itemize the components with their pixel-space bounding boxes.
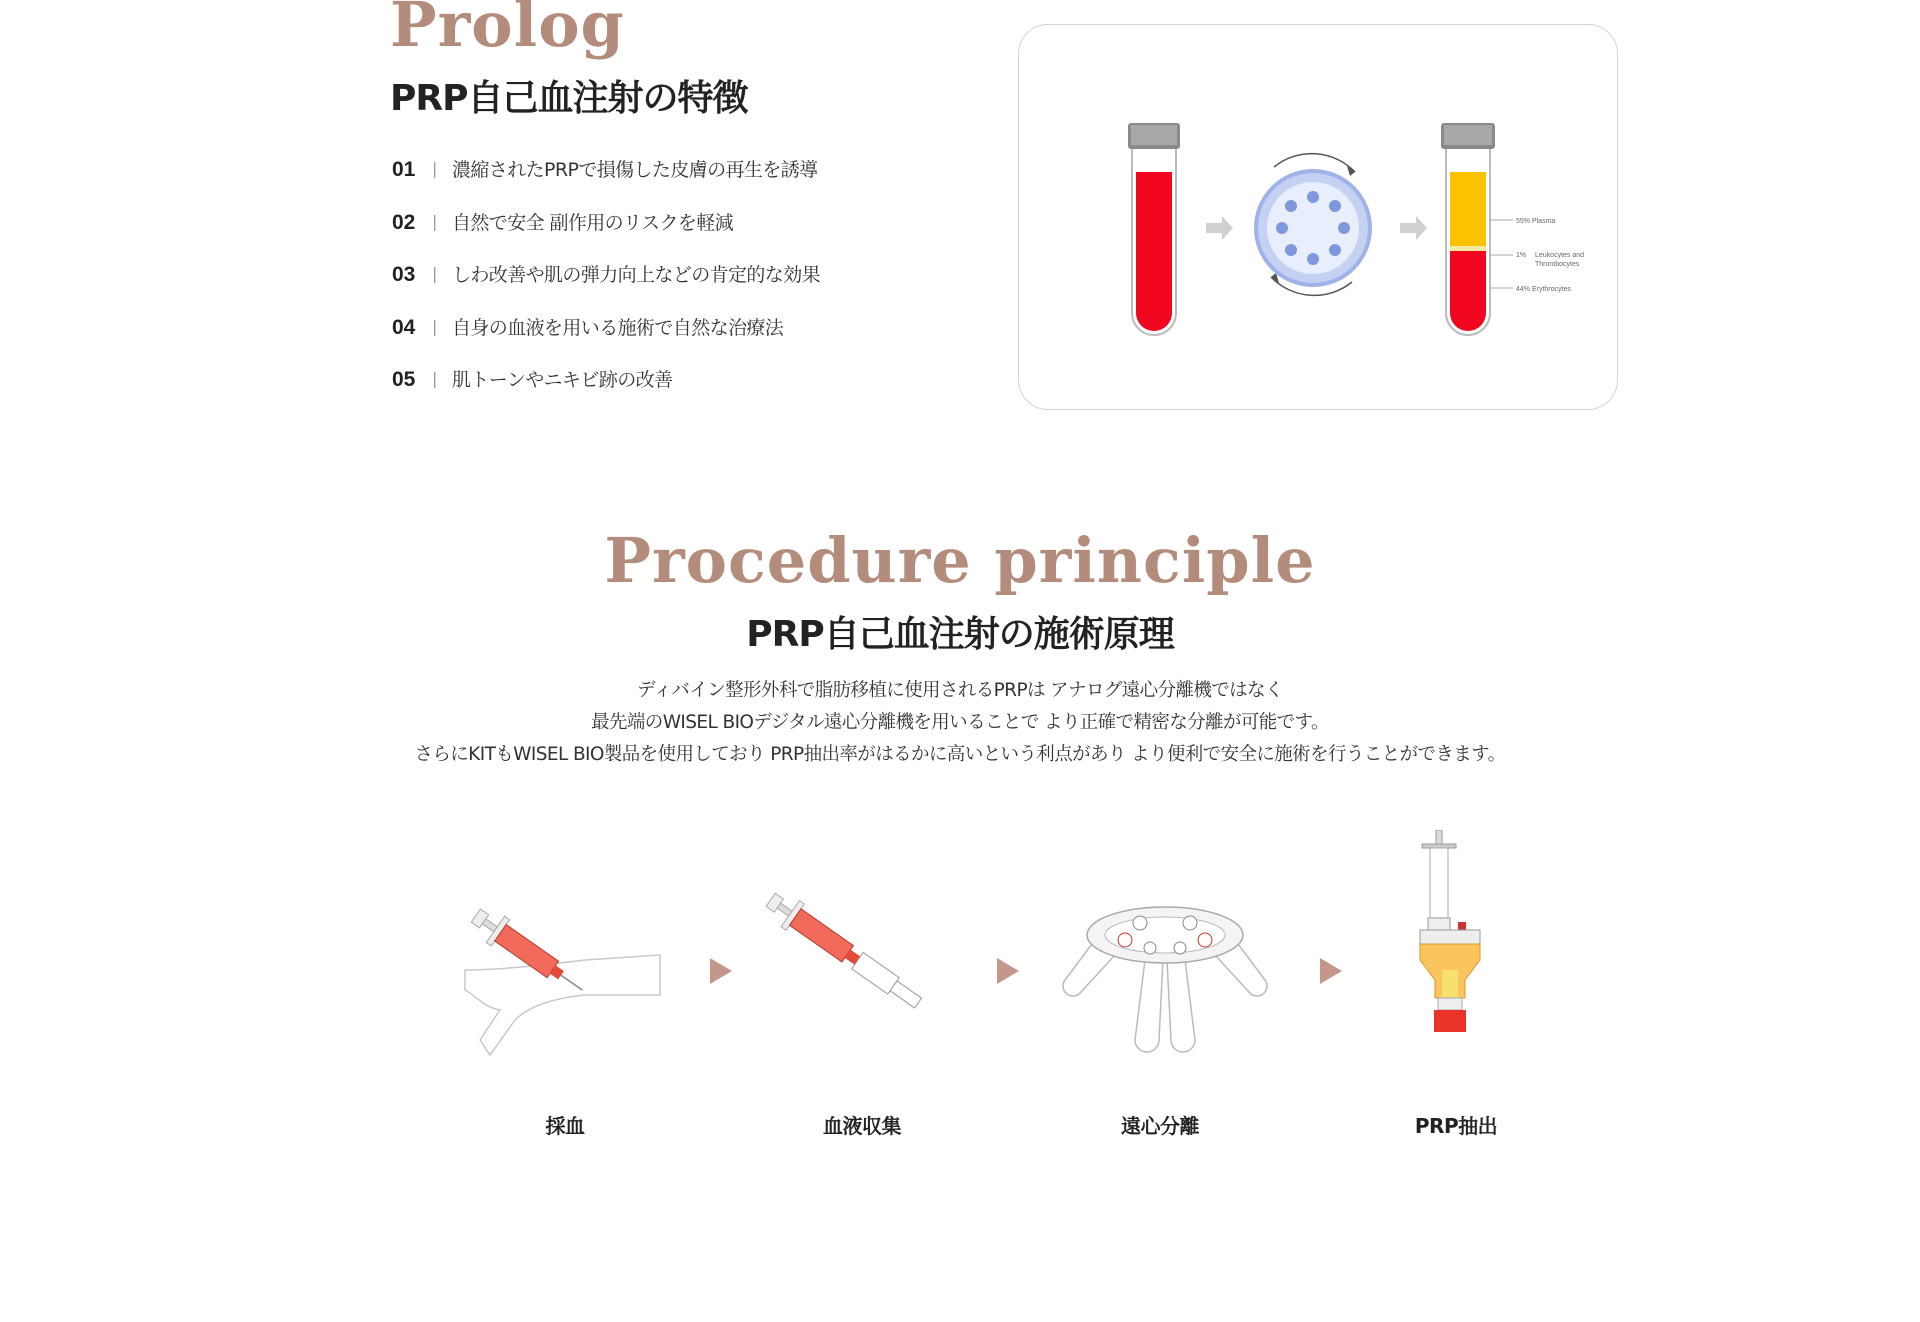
feature-separator: |: [432, 211, 438, 231]
feature-number: 03: [392, 263, 416, 286]
feature-number: 04: [392, 315, 416, 339]
step-blood-draw: [445, 830, 685, 1070]
feature-separator: |: [432, 264, 438, 283]
step-label: PRP抽出: [1414, 1114, 1498, 1138]
leuko-label-1: Leukocytes and: [1535, 252, 1585, 259]
arrow-right-icon: [1400, 216, 1427, 240]
feature-text: 濃縮されたPRPで損傷した皮膚の再生を誘導: [452, 159, 818, 181]
description-line: ディバイン整形外科で脂肪移植に使用されるPRPは アナログ遠心分離機ではなく: [637, 680, 1283, 701]
feature-number: 01: [392, 158, 416, 181]
erythro-label: 44% Erythrocytes: [1516, 286, 1571, 293]
plasma-label: 55% Plasma: [1516, 218, 1556, 225]
centrifuge-icon: [1256, 154, 1370, 296]
feature-list: [392, 158, 820, 421]
centrifuge-rotor-icon: [1045, 830, 1285, 1070]
arrow-right-icon: [1206, 216, 1233, 240]
feature-item: [392, 158, 820, 211]
step-label: 採血: [545, 1114, 585, 1138]
step-arrow-icon: [710, 958, 732, 984]
leuko-label-2: Thrombocytes: [1535, 261, 1580, 268]
feature-text: 肌トーンやニキビ跡の改善: [452, 369, 673, 391]
step-blood-collection: [748, 830, 988, 1070]
feature-item: [392, 263, 820, 316]
feature-text: 自身の血液を用いる施術で自然な治療法: [452, 316, 784, 339]
step-label: 遠心分離: [1121, 1114, 1199, 1138]
procedure-description: [0, 675, 1920, 771]
prp-extraction-icon: [1330, 830, 1570, 1070]
feature-text: 自然で安全 副作用のリスクを軽減: [452, 211, 734, 234]
separated-tube-icon: [1441, 123, 1495, 335]
feature-separator: |: [432, 159, 438, 178]
prp-diagram: [1019, 25, 1619, 411]
feature-number: 05: [392, 368, 416, 391]
prolog-subtitle: PRP自己血注射の特徴: [390, 78, 748, 119]
syringe-collect-icon: [748, 830, 988, 1070]
syringe-arm-icon: [445, 830, 685, 1070]
feature-number: 02: [392, 210, 416, 234]
feature-item: [392, 316, 820, 369]
prp-diagram-card: [1018, 24, 1618, 410]
step-label: 血液収集: [823, 1114, 901, 1138]
feature-item: [392, 211, 820, 264]
feature-text: しわ改善や肌の弾力向上などの肯定的な効果: [452, 264, 821, 286]
procedure-title: Procedure principle: [604, 524, 1316, 597]
step-prp-extraction: [1330, 830, 1570, 1070]
blood-tube-icon: [1128, 123, 1180, 335]
description-line: 最先端のWISEL BIOデジタル遠心分離機を用いることで より正確で精密な分離が可能です。: [591, 712, 1329, 733]
feature-item: [392, 368, 820, 421]
feature-separator: |: [432, 369, 438, 388]
step-centrifuge: [1045, 830, 1285, 1070]
leuko-pct-label: 1%: [1516, 252, 1527, 259]
step-arrow-icon: [997, 958, 1019, 984]
procedure-subtitle: PRP自己血注射の施術原理: [746, 614, 1174, 655]
feature-separator: |: [432, 316, 438, 336]
prolog-title: Prolog: [390, 0, 625, 61]
description-line: さらにKITもWISEL BIO製品を使用しており PRP抽出率がはるかに高いという利点があり より便利で安全に施術を行うことができます。: [414, 744, 1506, 765]
